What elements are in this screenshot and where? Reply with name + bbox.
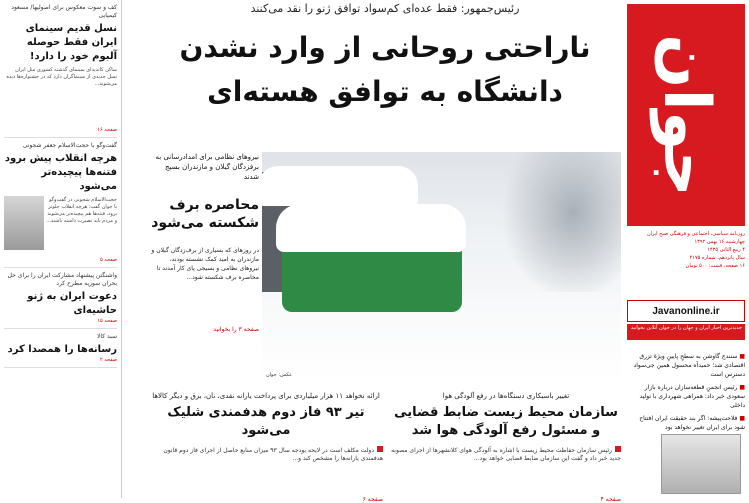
brief-item (627, 414, 745, 432)
portrait-photo (661, 434, 741, 494)
sidebar-story (4, 142, 117, 268)
pubinfo-line: چهارشنبه ۱۶ بهمن ۱۳۹۲ (694, 239, 745, 245)
pubinfo-line: روزنامه سیاسی، اجتماعی و فرهنگی صبح ایران (646, 231, 745, 237)
feature-kicker: نیروهای نظامی برای امدادرسانی به برفزدگان گیلان و مازندران بسیج شدند (155, 153, 259, 181)
brief-item (627, 352, 745, 379)
snow-roof-shape (258, 166, 418, 206)
sidebar-story (4, 4, 117, 138)
sidebar-kicker: کف و سوت معکوس برای اصولیها/ مسعود کیمیایی (11, 4, 117, 19)
sidebar-ref-link[interactable]: صفحه ۱۶ (97, 127, 117, 133)
van-snow-shape (276, 204, 466, 252)
left-sidebar (0, 0, 122, 498)
story-text: رئیس سازمان حفاظت محیط زیست با اشاره به آلودگی هوای کلانشهرها از اجرای مصوبه جدید خبر داد و گفت این سازمان ضابط قضایی خواهد بود... (391, 447, 621, 462)
sidebar-ref-link[interactable]: صفحه ۲ (100, 357, 117, 363)
story-text: دولت مکلف است در لایحه بودجه سال ۹۳ میزان منابع حاصل از اجرای فاز دوم قانون هدفمندی یارانه‌ها را مشخص کند و... (163, 447, 383, 462)
feature-body: در روزهای که بسیاری از برف‌زدگان گیلان و مازندران به امید کمک نشسته بودند، نیروهای نظامی و بسیجی پای کار آمدند تا محاصره برف شکسته شود... (151, 247, 259, 281)
story-ref-link[interactable]: صفحه ۴ (600, 496, 621, 503)
brief-item (627, 383, 745, 410)
sidebar-story (4, 272, 117, 329)
masthead (624, 0, 749, 498)
main-column (149, 0, 621, 503)
website-tagline: جدیدترین اخبار ایران و جهان را در جوان آنلاین بخوانید (627, 324, 745, 340)
feature-headline: محاصره برف شکسته می‌شود (151, 197, 259, 231)
story-kicker: ارائه نخواهد ۱۱ هزار میلیاردی برای پرداخت یارانه نقدی، نان، برق و دیگر کالاها (152, 392, 380, 400)
headline-line: دانشگاه به توافق هسته‌ای (207, 75, 563, 108)
sidebar-kicker: گفت‌وگو با حجت‌الاسلام جعفر شجونی (22, 142, 117, 149)
sidebar-headline: هرچه انقلاب پیش برود فتنه‌ها پیچیده‌تر می‌شود (4, 153, 117, 192)
trees-shape (501, 152, 621, 302)
lead-headline (149, 26, 621, 114)
pubinfo-line: ۱۶ صفحه، قیمت: ۵۰۰ تومان (685, 263, 745, 269)
sidebar-ref-link[interactable]: صفحه ۱۵ (97, 318, 117, 324)
story-headline: تیر ۹۳ فاز دوم هدفمندی شلیک می‌شود (167, 405, 365, 438)
bullet-icon: ■ (737, 384, 745, 391)
story-body (149, 446, 383, 496)
sidebar-body: حجت‌الاسلام شجونی در گفت‌وگو با جوان گفت: هرچه انقلاب جلوتر برود، فتنه‌ها هم پیچیده‌تر می‌شوند و مردم باید بصیرت داشته باشند... (46, 197, 117, 224)
sidebar-headline: دعوت ایران به ژنو حاشیه‌ای (27, 291, 117, 316)
brief-text: فلاحت‌پیشه: اگر بند حقیقت ایران افتتاح شود برای ایران تغییر نخواهد بود (639, 415, 745, 431)
cleric-portrait (4, 196, 44, 250)
red-square-icon (615, 446, 621, 452)
bullet-icon: ■ (737, 415, 745, 422)
brief-text: سنندج گاوشن به سطحِ پایینِ ویژۀ تزرق اقتصادی شد؛ حمیدآه محسول همین جی‌سواد دسترس است (633, 353, 745, 378)
sidebar-kicker: واشنگتن پیشنهاد مشارکت ایران را برای حل بحران سوریه مطرح کرد (7, 272, 117, 287)
snow-photo (262, 152, 621, 382)
sidebar-body: ساکن کاندیدای سینمای گذشته کشوری مثل ایران نسل جدیدی از سینماگران دارد که در جشنواره‌ها دیده می‌شوند... (6, 67, 117, 87)
sidebar-ref-link[interactable]: صفحه ۵ (100, 257, 117, 263)
feature-caption (149, 152, 259, 333)
story-body (391, 446, 621, 496)
brief-text: رئیس انجمنِ قطعه‌سازان درباره بازار سعودی خبر داد: همراهی شهرداری با تولید داخلی (639, 384, 745, 409)
publication-info (627, 230, 745, 270)
photo-credit: عکس: جوان (266, 372, 293, 378)
story-ref-link[interactable]: صفحه ۶ (362, 496, 383, 503)
newspaper-logo (627, 4, 745, 226)
sidebar-headline: نسل قدیم سینمای ایران فقط حوصله آلبوم خود را دارد! (25, 23, 117, 62)
bullet-icon: ■ (737, 353, 745, 360)
website-link[interactable]: Javanonline.ir (627, 300, 745, 322)
red-square-icon (377, 446, 383, 452)
story-headline: سازمان محیط زیست ضابط قضایی و مسئول رفع آلودگی هوا شد (394, 405, 618, 438)
logo-text: جوان (627, 4, 745, 226)
news-briefs (627, 352, 745, 436)
story-subsidy (149, 392, 383, 503)
headline-line: ناراحتی روحانی از وارد نشدن (179, 31, 591, 64)
sidebar-kicker: سبد کالا (96, 333, 117, 340)
feature-ref-link[interactable]: صفحه ۳ را بخوانید (213, 326, 259, 333)
story-environment (391, 392, 621, 503)
sidebar-headline: رسانه‌ها را همصدا کرد (7, 344, 117, 355)
sidebar-story (4, 333, 117, 368)
lead-kicker: رئیس‌جمهور: فقط عده‌ای کم‌سواد توافق ژنو را نقد می‌کنند (250, 2, 520, 15)
pubinfo-line: سال پانزدهم، شماره ۴۱۷۵ (689, 255, 745, 261)
pubinfo-line: ۴ ربیع الثانی ۱۴۳۵ (707, 247, 745, 253)
story-kicker: تغییر باسیکاری دستگاه‌ها در رفع آلودگی هوا (442, 392, 570, 400)
